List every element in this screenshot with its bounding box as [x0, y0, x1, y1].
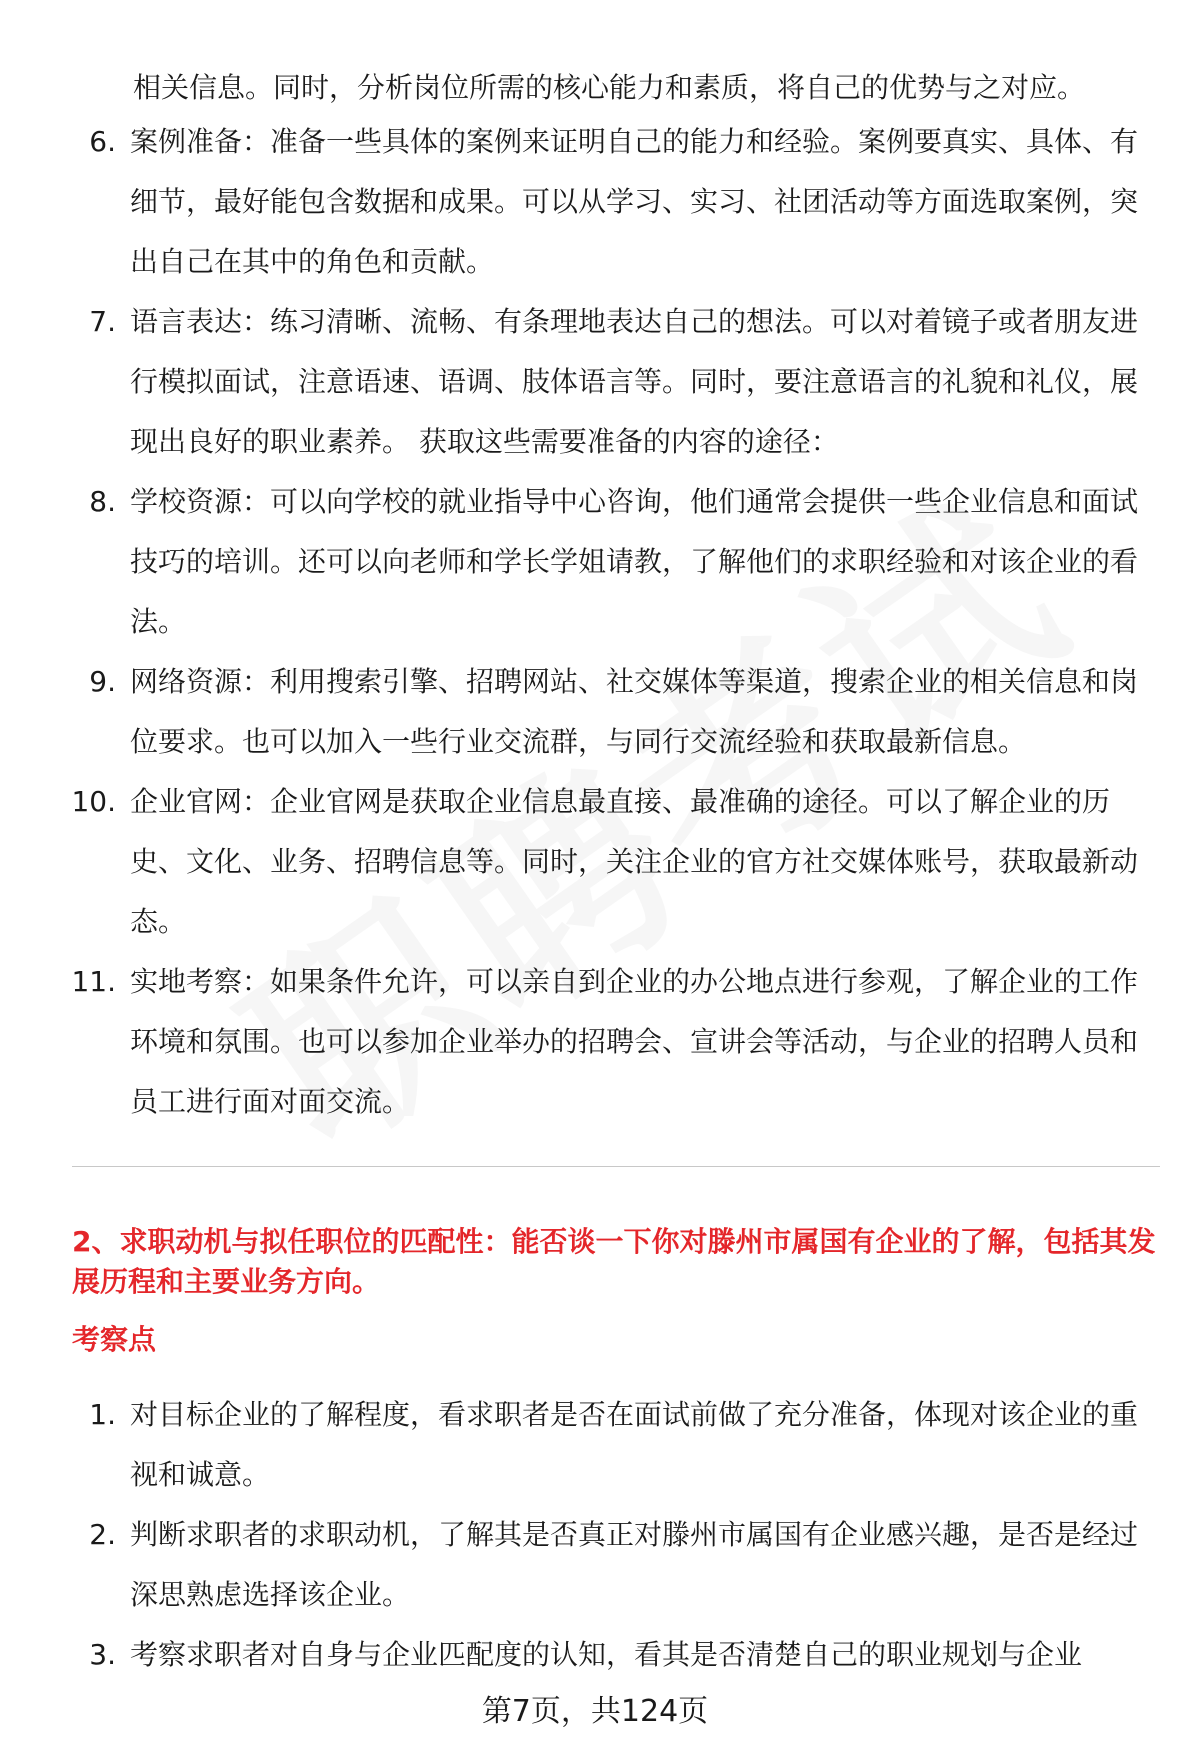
- list-item: [70, 292, 1160, 472]
- list-item: [70, 1505, 1160, 1625]
- page-number: 第7页，共124页: [481, 1694, 709, 1729]
- section-title: 考察点: [72, 1323, 157, 1356]
- interview-question: 2、求职动机与拟任职位的匹配性：能否谈一下你对滕州市属国有企业的了解，包括其发展历程和主要业务方向。: [72, 1225, 1156, 1298]
- list-item: [70, 1625, 1160, 1685]
- list-item: [70, 772, 1160, 952]
- list-item-number: 9.: [89, 665, 116, 698]
- list-item: [70, 652, 1160, 772]
- list-item-text: 实地考察：如果条件允许，可以亲自到企业的办公地点进行参观，了解企业的工作环境和氛围。也可以参加企业举办的招聘会、宣讲会等活动，与企业的招聘人员和员工进行面对面交流。: [130, 965, 1139, 1118]
- list-item-number: 3.: [89, 1638, 116, 1671]
- list-item-number: 8.: [89, 485, 116, 518]
- preparation-list: [70, 112, 1160, 1132]
- list-item-number: 7.: [89, 305, 116, 338]
- list-item-text: 学校资源：可以向学校的就业指导中心咨询，他们通常会提供一些企业信息和面试技巧的培训。还可以向老师和学长学姐请教，了解他们的求职经验和对该企业的看法。: [130, 485, 1139, 638]
- list-item-text: 对目标企业的了解程度，看求职者是否在面试前做了充分准备，体现对该企业的重视和诚意。: [130, 1398, 1139, 1491]
- list-item: [70, 112, 1160, 292]
- list-item-number: 1.: [89, 1398, 116, 1431]
- list-item: [70, 1385, 1160, 1505]
- list-item-number: 2.: [89, 1518, 116, 1551]
- list-item-text: 语言表达：练习清晰、流畅、有条理地表达自己的想法。可以对着镜子或者朋友进行模拟面试，注意语速、语调、肢体语言等。同时，要注意语言的礼貌和礼仪，展现出良好的职业素养。 获取这些需要准备的内容的途径：: [130, 305, 1139, 458]
- list-item-text: 案例准备：准备一些具体的案例来证明自己的能力和经验。案例要真实、具体、有细节，最好能包含数据和成果。可以从学习、实习、社团活动等方面选取案例，突出自己在其中的角色和贡献。: [130, 125, 1139, 278]
- list-item-number: 6.: [89, 125, 116, 158]
- section-divider: [72, 1166, 1160, 1167]
- assessment-list: [70, 1385, 1160, 1685]
- list-item-text: 考察求职者对自身与企业匹配度的认知，看其是否清楚自己的职业规划与企业: [130, 1638, 1083, 1671]
- list-item-number: 11.: [71, 965, 116, 998]
- continuation-text: 相关信息。同时，分析岗位所需的核心能力和素质，将自己的优势与之对应。: [133, 71, 1086, 104]
- list-item-text: 判断求职者的求职动机，了解其是否真正对滕州市属国有企业感兴趣，是否是经过深思熟虑选择该企业。: [130, 1518, 1139, 1611]
- list-item: [70, 952, 1160, 1132]
- list-item-text: 网络资源：利用搜索引擎、招聘网站、社交媒体等渠道，搜索企业的相关信息和岗位要求。也可以加入一些行业交流群，与同行交流经验和获取最新信息。: [130, 665, 1139, 758]
- list-item-number: 10.: [71, 785, 116, 818]
- list-item-text: 企业官网：企业官网是获取企业信息最直接、最准确的途径。可以了解企业的历史、文化、业务、招聘信息等。同时，关注企业的官方社交媒体账号，获取最新动态。: [130, 785, 1139, 938]
- list-item: [70, 472, 1160, 652]
